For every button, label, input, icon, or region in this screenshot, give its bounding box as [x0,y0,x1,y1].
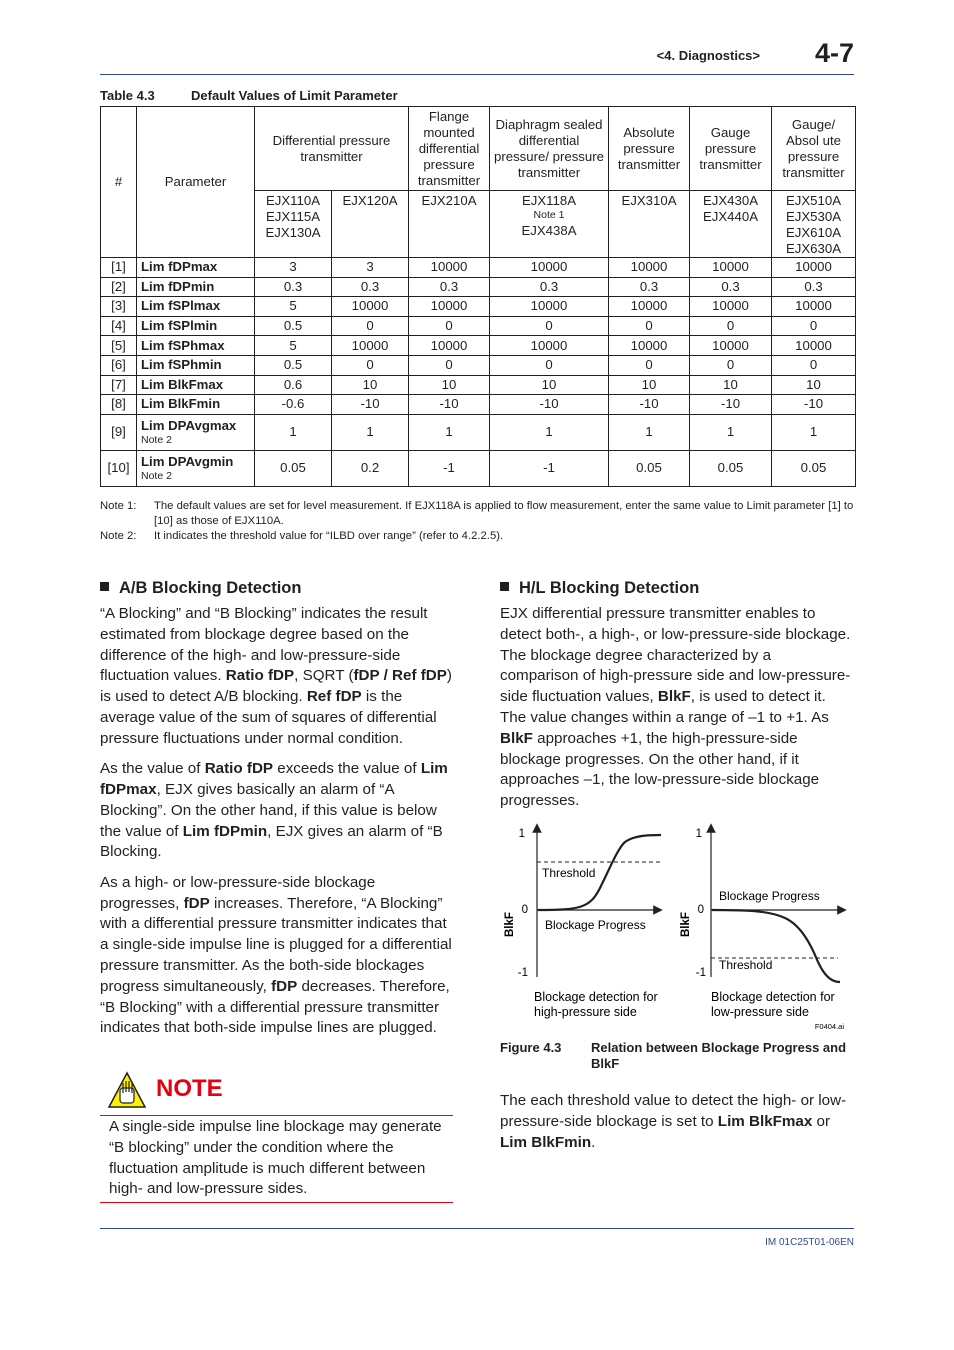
ab-paragraph-1 [100,604,458,750]
value-cell: 10 [772,375,856,395]
table-notes [100,499,854,544]
left-caption-1: Blockage detection for [534,990,658,1004]
value-cell: 0 [490,355,609,375]
figure-caption [500,1040,860,1072]
value-cell: 0.3 [409,277,490,297]
text-run: , EJX gives basically an alarm of “A Blocking”. On the other hand, if this value is below the value of [100,780,437,840]
table-caption-title: Default Values of Limit Parameter [191,88,398,103]
table-row [101,355,856,375]
parameter-name: Lim fSPlmax [141,298,221,314]
row-parameter [137,297,255,317]
value-cell: 10000 [490,336,609,356]
parameter-name: Lim DPAvgmax [141,418,237,434]
row-index: [7] [101,375,137,395]
limit-parameter-table [100,106,856,487]
text-run: BlkF [500,729,533,747]
row-parameter [137,277,255,297]
right-y-label: BlkF [680,912,692,937]
right-progress-label: Blockage Progress [719,889,820,903]
value-cell: 0 [409,355,490,375]
value-cell: 10000 [690,258,772,278]
right-caption-1: Blockage detection for [711,990,835,1004]
value-cell: 0.5 [255,355,332,375]
value-cell: 10 [332,375,409,395]
row-parameter [137,336,255,356]
value-cell: 0 [609,355,690,375]
ab-paragraph-3 [100,873,458,1039]
table-row [101,297,856,317]
value-cell: 0.05 [690,450,772,486]
text-run: fDP [271,977,298,995]
text-run: “A Blocking” and “B Blocking” indicates the result estimated from blockage degree based on the difference of the high- and low-pressure-side fluctuation values. [100,605,428,685]
note-bottom-rule [100,1202,453,1203]
value-cell: 10000 [332,336,409,356]
value-cell: 10000 [609,297,690,317]
row-parameter [137,316,255,336]
table-caption-label: Table 4.3 [100,88,155,103]
left-progress-label: Blockage Progress [545,918,646,932]
parameter-name: Lim fSPhmax [141,337,225,353]
value-cell: 1 [255,414,332,450]
value-cell: 5 [255,336,332,356]
hl-heading: H/L Blocking Detection [497,579,699,598]
value-cell: 0 [690,355,772,375]
left-y-zero: 0 [521,904,528,916]
value-cell: -10 [690,395,772,415]
model-m4-a: EJX118A [521,193,576,208]
text-run: Ratio fDP [204,760,274,778]
note-2-text: It indicates the threshold value for “ILBD over range” (refer to 4.2.2.5). [154,530,504,542]
note-title: NOTE [156,1075,223,1102]
row-index: [2] [101,277,137,297]
text-run: exceeds the value of [273,760,421,778]
value-cell: 10 [490,375,609,395]
value-cell: -10 [772,395,856,415]
col-gauge: Gauge pressure transmitter [690,107,772,191]
row-index: [9] [101,414,137,450]
text-run: BlkF [657,688,691,706]
right-y-zero: 0 [697,904,704,916]
text-run: increases. Therefore, “A Blocking” with a differential pressure transmitter indicates that a single-side impulse line is plugged for a differential pressure transmitter. As the both-side blockages progress simultaneously, [100,894,452,995]
value-cell: 10000 [772,336,856,356]
document-id: IM 01C25T01-06EN [765,1237,854,1248]
col-parameter: Parameter [137,107,255,258]
ab-heading: A/B Blocking Detection [97,579,301,598]
ab-body [100,604,458,1049]
value-cell: 10000 [409,336,490,356]
table-row [101,258,856,278]
value-cell: 0.05 [255,450,332,486]
model-m7: EJX510A EJX530A EJX610A EJX630A [772,191,856,258]
row-index: [6] [101,355,137,375]
value-cell: -10 [490,395,609,415]
text-run: Lim BlkFmax [717,1112,813,1130]
value-cell: 0 [772,355,856,375]
value-cell: -10 [332,395,409,415]
value-cell: 0 [409,316,490,336]
parameter-name: Lim fSPlmin [141,318,218,334]
value-cell: 10000 [490,297,609,317]
value-cell: -10 [409,395,490,415]
value-cell: 0.3 [490,277,609,297]
value-cell: -1 [409,450,490,486]
left-y-bottom: -1 [517,967,528,979]
value-cell: 10000 [772,297,856,317]
hl-threshold-text [500,1091,855,1163]
blockage-figure [500,822,854,1034]
value-cell: -1 [490,450,609,486]
col-abs: Absolute pressure transmitter [609,107,690,191]
col-gaugeabs: Gauge/ Absol ute pressure transmitter [772,107,856,191]
table-row [101,277,856,297]
value-cell: 0.3 [609,277,690,297]
text-run: . [591,1133,596,1151]
text-run: is the average value of the sum of squares of differential pressure fluctuations under normal condition. [100,688,437,747]
text-run: fDP / Ref fDP [353,667,447,685]
value-cell: 0.05 [609,450,690,486]
parameter-name: Lim BlkFmin [141,396,221,412]
note-2-label: Note 2: [100,530,137,542]
figure-caption-title: Relation between Blockage Progress and BlkF [591,1040,847,1071]
value-cell: 1 [609,414,690,450]
value-cell: 0 [609,316,690,336]
row-parameter [137,450,255,486]
figure-caption-label: Figure 4.3 [500,1040,562,1055]
note-1-text: The default values are set for level measurement. If EJX118A is applied to flow measurement, enter the same value to Limit parameter [1] to [10] as those of EJX110A. [154,500,854,527]
value-cell: -0.6 [255,395,332,415]
col-flange: Flange mounted differential pressure transmitter [409,107,490,191]
note-2 [100,529,854,544]
parameter-note: Note 2 [141,470,172,483]
note-top-rule [100,1115,453,1116]
table-caption [100,88,398,103]
value-cell: 0 [490,316,609,336]
value-cell: 1 [690,414,772,450]
row-index: [5] [101,336,137,356]
table-row [101,450,856,486]
value-cell: 0.3 [690,277,772,297]
text-run: Ref fDP [306,688,362,706]
text-run: approaches +1, the high-pressure-side blockage progresses. On the other hand, if it approaches –1, the low-pressure-side blockage progresses. [500,729,820,810]
table-row [101,336,856,356]
page-number: 4-7 [814,38,854,68]
model-m6: EJX430A EJX440A [690,191,772,258]
table-row [101,414,856,450]
row-index: [3] [101,297,137,317]
value-cell: 0 [690,316,772,336]
note-1 [100,499,854,529]
right-y-bottom: -1 [695,967,706,979]
text-run: decreases. Therefore, “B Blocking” with a differential pressure transmitter indicates that both-side impulse lines are plugged. [100,977,450,1037]
value-cell: 0.3 [332,277,409,297]
value-cell: 10000 [690,297,772,317]
value-cell: 10 [609,375,690,395]
model-m2: EJX120A [332,191,409,258]
model-m1: EJX110A EJX115A EJX130A [255,191,332,258]
row-parameter [137,375,255,395]
model-m4 [490,191,609,258]
left-caption-2: high-pressure side [534,1005,637,1019]
note-text: A single-side impulse line blockage may generate “B blocking” under the condition where the fluctuation amplitude is much different between high- and low-pressure sides. [109,1118,442,1198]
value-cell: 0.5 [255,316,332,336]
value-cell: 10000 [409,297,490,317]
value-cell: 10000 [409,258,490,278]
hl-paragraph-2 [500,1091,855,1153]
value-cell: 0 [772,316,856,336]
parameter-name: Lim DPAvgmin [141,454,234,470]
col-diaphragm: Diaphragm sealed differential pressure/ pressure transmitter [490,107,609,191]
text-run: As the value of [100,760,205,778]
value-cell: 10 [409,375,490,395]
table-row [101,316,856,336]
caution-hand-icon [107,1071,147,1109]
value-cell: 0 [332,316,409,336]
value-cell: 0.6 [255,375,332,395]
col-dp: Differential pressure transmitter [255,107,409,191]
value-cell: 10000 [609,258,690,278]
value-cell: 3 [332,258,409,278]
table-row [101,395,856,415]
model-m5: EJX310A [609,191,690,258]
parameter-name: Lim fSPhmin [141,357,222,373]
value-cell: 10000 [772,258,856,278]
value-cell: 0.2 [332,450,409,486]
right-threshold-label: Threshold [719,958,773,972]
note-1-label: Note 1: [100,500,137,512]
value-cell: 0 [332,355,409,375]
model-m3: EJX210A [409,191,490,258]
text-run: The each threshold value to detect the high- or low-pressure-side blockage is set to [500,1092,847,1130]
col-hash: # [101,107,137,258]
right-caption-2: low-pressure side [711,1005,809,1019]
section-header: <4. Diagnostics> [656,48,760,63]
text-run: , SQRT ( [294,667,354,685]
row-index: [1] [101,258,137,278]
text-run: Lim fDPmin [182,822,268,840]
bullet-square-icon [500,582,509,591]
value-cell: 0.05 [772,450,856,486]
footer-rule [100,1228,854,1229]
value-cell: 0.3 [255,277,332,297]
value-cell: 10 [690,375,772,395]
row-index: [10] [101,450,137,486]
row-index: [8] [101,395,137,415]
value-cell: 1 [490,414,609,450]
value-cell: 3 [255,258,332,278]
hl-body [500,604,852,822]
text-run: or [812,1112,831,1130]
text-run: , EJX gives an alarm of “B Blocking. [100,822,443,861]
ab-paragraph-2 [100,759,458,863]
row-parameter [137,395,255,415]
value-cell: 10000 [490,258,609,278]
left-threshold-label: Threshold [542,866,596,880]
value-cell: -10 [609,395,690,415]
value-cell: 10000 [332,297,409,317]
row-index: [4] [101,316,137,336]
text-run: Lim BlkFmin [500,1133,592,1151]
hl-paragraph-1 [500,604,852,812]
text-run: , is used to detect it. The value changes within a range of –1 to +1. As [500,688,829,726]
text-run: Lim fDPmax [100,760,448,798]
value-cell: 5 [255,297,332,317]
bullet-square-icon [100,582,109,591]
header-rule [100,74,854,75]
figure-file-id: F0404.ai [814,1022,844,1031]
value-cell: 0.3 [772,277,856,297]
parameter-note: Note 2 [141,434,172,447]
right-y-top: 1 [695,828,702,840]
value-cell: 10000 [690,336,772,356]
text-run: fDP [183,894,210,912]
text-run: As a high- or low-pressure-side blockage progresses, [100,873,376,912]
value-cell: 1 [409,414,490,450]
table-row [101,375,856,395]
value-cell: 1 [772,414,856,450]
row-parameter [137,355,255,375]
text-run: ) is used to detect A/B blocking. [100,667,452,706]
left-y-top: 1 [518,828,525,840]
left-y-label: BlkF [504,912,516,937]
row-parameter [137,414,255,450]
parameter-name: Lim fDPmax [141,259,218,275]
value-cell: 1 [332,414,409,450]
model-m4-b: EJX438A [521,223,577,238]
text-run: Ratio fDP [225,667,295,685]
text-run: EJX differential pressure transmitter enables to detect both-, a high-, or low-pressure-side blockage. The blockage degree characterized by a comparison of high-pressure side and low-pressure-side fluctuation values, [500,605,851,706]
value-cell: 10000 [609,336,690,356]
parameter-name: Lim fDPmin [141,278,215,294]
model-m4-note: Note 1 [533,209,565,221]
row-parameter [137,258,255,278]
parameter-name: Lim BlkFmax [141,376,224,392]
